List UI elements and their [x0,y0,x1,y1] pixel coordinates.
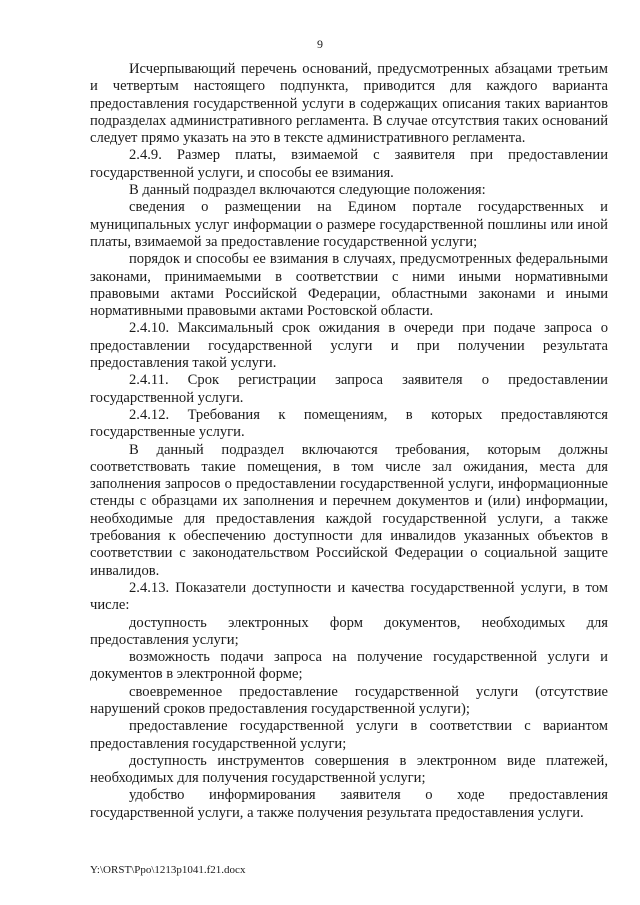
paragraph-indicator-payments: доступность инструментов совершения в электронном виде платежей, необходимых для получения государственной услуги; [90,752,608,787]
paragraph-grounds-list: Исчерпывающий перечень оснований, предусмотренных абзацами третьим и четвертым настоящего подпункта, приводится для каждого варианта предоставления государственной услуги в содержащих описания таких вариантов подразделах административного регламента. В случае отсутствия таких оснований следует прямо указать на это в тексте административного регламента. [90,61,608,147]
paragraph-indicator-variant: предоставление государственной услуги в соответствии с вариантом предоставления государственной услуги; [90,718,608,752]
paragraph-indicator-timeliness: своевременное предоставление государственной услуги (отсутствие нарушений сроков предоставления государственной услуги); [90,683,608,717]
document-body [90,61,608,822]
page-number: 9 [317,37,323,51]
paragraph-subsection-intro: В данный подраздел включаются следующие положения: [129,182,486,199]
footer-file-path: Y:\ORST\Ppo\1213p1041.f21.docx [90,864,246,876]
paragraph-indicator-informing: удобство информирования заявителя о ходе предоставления государственной услуги, а также получения результата предоставления услуги. [90,787,608,821]
paragraph-2-4-12-heading: 2.4.12. Требования к помещениям, в которых предоставляются государственные услуги. [90,406,608,441]
paragraph-premises-requirements: В данный подраздел включаются требования, которым должны соответствовать такие помещения, в том числе зал ожидания, места для заполнения запросов о предоставлении государственной услуги, информационные стенды с образцами их заполнения и перечнем документов и (или) информации, необходимые для предоставления каждой государственной услуги, а также требования к обеспечению доступности для инвалидов указанных объектов в соответствии с законодательством Российской Федерации о социальной защите инвалидов. [90,441,608,579]
paragraph-2-4-11-heading: 2.4.11. Срок регистрации запроса заявителя о предоставлении государственной услуги. [90,372,608,406]
paragraph-indicator-electronic-request: возможность подачи запроса на получение государственной услуги и документов в электронной форме; [90,649,608,683]
paragraph-2-4-10-heading: 2.4.10. Максимальный срок ожидания в очереди при подаче запроса о предоставлении государственной услуги и при получении результата предоставления такой услуги. [90,320,608,372]
paragraph-indicator-electronic-forms: доступность электронных форм документов, необходимых для предоставления услуги; [90,614,608,648]
paragraph-portal-info: сведения о размещении на Едином портале государственных и муниципальных услуг информации о размере государственной пошлины или иной платы, взимаемой за предоставление государственной услуги; [90,199,608,250]
paragraph-2-4-9-heading: 2.4.9. Размер платы, взимаемой с заявителя при предоставлении государственной услуги, и способы ее взимания. [90,147,608,181]
paragraph-fee-procedure: порядок и способы ее взимания в случаях, предусмотренных федеральными законами, принимаемыми в соответствии с ними иными нормативными правовыми актами Российской Федерации, областными законами и иными нормативными правовыми актами Ростовской области. [90,251,608,320]
paragraph-2-4-13-heading: 2.4.13. Показатели доступности и качества государственной услуги, в том числе: [90,579,608,614]
